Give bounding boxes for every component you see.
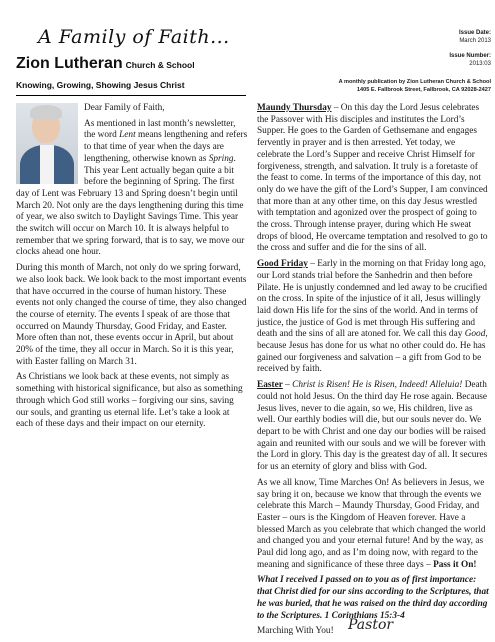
paragraph-christians: As Christians we look back at these events, not simply as something with historical significance, but also as something through which God still works – forgiving our sins, saving our souls, and granting us eternal life. Let’s take a look at each of these days and their impact on our eternity. (16, 372, 243, 430)
good-friday-section: Good Friday – Early in the morning on that Friday long ago, our Lord stands trial before the Sanhedrin and then before Pilate. He is unjustly condemned and led away to be crucified on the cross. In spite of the injustice of it all, Jesus willingly laid down His life for the sins of the world. And in terms of justice, the justice of God is met through His suffering and death and the sins of all are atoned for. We call this day Good, because Jesus has done for us what no other could do. He has gained our forgiveness and salvation – a gift from God to be received by faith. (257, 259, 488, 375)
intro-paragraph: As mentioned in last month’s newsletter, the word Lent means lengthening and refers to that time of year when the days are lengthening, otherwise known as Spring. This year Lent actually began quite a bit before the beginning of Spring. The first day of Lent was February 13 and Spring doesn’t begin until March 20. Not only are the days lengthening during this time of year, we also switch to Daylight Savings Time. This year the switch will occur on March 10. It is always helpful to remember that we spring forward, that is to say, we move our clocks ahead one hour. (16, 118, 248, 258)
masthead-rule (16, 95, 246, 96)
greeting: Dear Family of Faith, (84, 103, 165, 113)
issue-date: March 2013 (459, 37, 491, 44)
maundy-thursday-section: Maundy Thursday – On this day the Lord Jesus celebrates the Passover with His disciples and institutes the Lord’s Supper. He goes to the Garden of Gethsemane and engages fervently in prayer and is then arrested. Yet today, we celebrate the Lord’s Supper and receive Christ Himself for forgiveness, strength, and salvation. It truly is a foretaste of the feast to come. In terms of the importance of this day, not only do we have the gift of the Lord’s Supper, I am convinced that more than at any other time, on this day Jesus wrestled with temptation and agonized over the prospect of going to the cross. Through intense prayer, during which He sweat drops of blood, He overcame temptation and resolved to go to the cross and suffer and die for the sins of all. (257, 103, 488, 254)
pass-it-on: Pass it On! (430, 559, 477, 570)
church-name (16, 55, 195, 73)
signoff: Marching With You! (257, 626, 334, 637)
church-tagline: Knowing, Growing, Showing Jesus Christ (16, 80, 185, 90)
newsletter-script-title: A Family of Faith... (38, 26, 230, 48)
publication-line: A monthly publication by Zion Lutheran Church & School (338, 79, 491, 85)
publication-address: 1405 E. Fallbrook Street, Fallbrook, CA 92028-2427 (356, 87, 491, 93)
closing-paragraph: As we all know, Time Marches On! As believers in Jesus, we say bring it on, because we know that through the events we celebrate this March – Maundy Thursday, Good Friday, and Easter – ours is the Kingdom of Heaven forever. Have a blessed March as you celebrate that which changed the world and changed you and your eternal future! And by the way, as Paul did long ago, and as I’m doing now, with regard to the meaning and significance of these three days – Pass it On! (257, 477, 486, 570)
spring-word: Spring (208, 153, 234, 164)
good-friday-heading: Good Friday (257, 259, 308, 270)
issue-info (431, 30, 491, 68)
left-column (16, 103, 248, 435)
scripture-quote: What I received I passed on to you as of first importance: that Christ died for our sins according to the Scriptures, that he was buried, that he was raised on the third day according to the Scriptures. 1 Corinthians 15:3-4 (257, 575, 489, 621)
lent-word: Lent (119, 130, 136, 141)
easter-heading: Easter (257, 380, 283, 391)
easter-section: Easter – Christ is Risen! He is Risen, Indeed! Alleluia! Death could not hold Jesus. On the third day He rose again. Because Jesus lives, never to die again, so we, His children, live as well. Our earthly bodies will die, but our souls never do. We depart to be with Christ and one day our bodies will be raised again and reunited with our souls and we will be forever with the Lord in glory. This day is the greatest day of all. It secures for us an eternity of glory and bliss with God. (257, 380, 488, 473)
issue-number: 2013:03 (469, 60, 491, 67)
pastor-photo (16, 103, 78, 184)
church-name-sub: Church & School (125, 60, 195, 70)
publication-info (270, 78, 491, 94)
pastor-signature: Pastor (348, 617, 394, 633)
right-column (257, 103, 490, 642)
issue-date-label: Issue Date: (458, 30, 491, 36)
issue-number-label: Issue Number: (449, 53, 491, 59)
maundy-thursday-heading: Maundy Thursday (257, 103, 332, 113)
church-name-main: Zion Lutheran (16, 55, 123, 72)
masthead (0, 0, 495, 92)
paragraph-look-back: During this month of March, not only do we spring forward, we also look back. We look back to the most important events that have occurred in the course of human history. These events not only changed the course of time, they also changed the course of eternity. The events I speak of are those that occurred on Maundy Thursday, Good Friday, and Easter. More often than not, these events occur in April, but about 20% of the time, they all occur in March. So it is this year, with Easter falling on March 31. (16, 263, 247, 367)
